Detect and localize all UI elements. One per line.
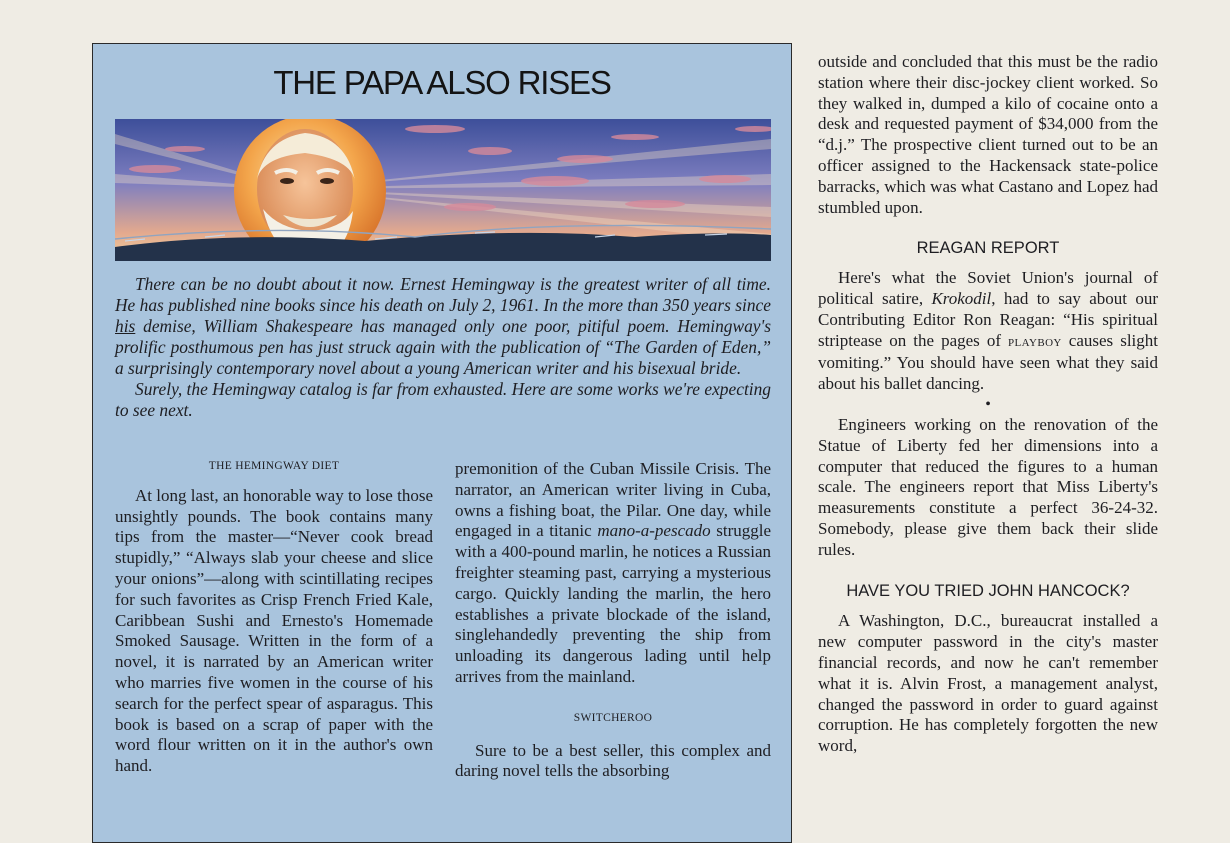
intro-text bbox=[115, 274, 771, 421]
diet-body: At long last, an honorable way to lose those unsightly pounds. The book contains many tips from the master—“Never cook bread stupidly,” “Always slab your cheese and slice your onions”—along with scintillating recipes for such favorites as Crisp French Fried Kale, Caribbean Sushi and Ernesto's Homemade Smoked Sausage. Written in the form of a novel, it is narrated by an American writer who marries five women in the course of his search for the perfect spear of asparagus. This book is based on a scrap of paper with the word flour written on it in the author's own hand. bbox=[115, 485, 433, 776]
missile-text-a: premonition of the Cuban Missile Crisis. The narrator, an American writer living in Cuba, owns a fishing boat, the Pilar. One day, while engaged in a titanic bbox=[455, 459, 771, 541]
illustration-svg bbox=[115, 119, 771, 261]
switcheroo-heading: SWITCHEROO bbox=[573, 711, 653, 724]
sunrise-illustration bbox=[115, 119, 771, 261]
intro-paragraph-1 bbox=[115, 274, 771, 379]
article-title: THE PAPA ALSO RISES bbox=[273, 64, 611, 101]
intro-underlined-his: his bbox=[115, 316, 136, 336]
reagan-krokodil: Krokodil bbox=[931, 288, 992, 308]
reagan-text-a: Here's what the Soviet Union's journal of political satire, bbox=[818, 268, 1158, 308]
intro-paragraph-2: Surely, the Hemingway catalog is far from exhausted. Here are some works we're expecting to see next. bbox=[115, 379, 771, 420]
feature-box bbox=[92, 43, 792, 843]
section-bullet: • bbox=[985, 395, 991, 413]
column-missile bbox=[455, 459, 771, 782]
missile-body bbox=[455, 459, 771, 688]
continued-text: outside and concluded that this must be the radio station where their disc-jockey client worked. So they walked in, dumped a kilo of cocaine onto a desk and requested payment of $34,000 from the “d.j.” The prospective client turned out to be an officer assigned to the Hackensack state-police barracks, which was what Castano and Lopez had stumbled upon. bbox=[818, 52, 1158, 217]
diet-heading: THE HEMINGWAY DIET bbox=[208, 460, 340, 472]
reagan-playboy: PLAYBOY bbox=[1008, 336, 1062, 349]
hancock-body: A Washington, D.C., bureaucrat installed a new computer password in the city's master financial records, and now he can't remember what it is. Alvin Frost, a management analyst, changed the password in order to guard against corruption. He has completely forgotten the new word, bbox=[818, 611, 1158, 756]
missile-text-b: struggle with a 400-pound marlin, he notices a Russian freighter steaming past, carrying a mysterious cargo. Quickly landing the marlin, the hero establishes a private blockade of the island, singlehandedly preventing the ship from unloading its dangerous lading until help arrives from the mainland. bbox=[455, 521, 771, 686]
missile-italic: mano-a-pescado bbox=[597, 521, 711, 541]
right-column bbox=[818, 52, 1158, 757]
switcheroo-body: Sure to be a best seller, this complex and daring novel tells the absorbing bbox=[455, 740, 771, 781]
reagan-body bbox=[818, 268, 1158, 395]
liberty-body: Engineers working on the renovation of the Statue of Liberty fed her dimensions into a computer that reduced the figures to a human scale. The engineers report that Miss Liberty's measurements constitute a perfect 36-24-32. Somebody, please give them back their slide rules. bbox=[818, 414, 1158, 559]
intro-text-b: demise, William Shakespeare has managed only one poor, pitiful poem. Hemingway's prolific posthumous pen has just struck again with the publication of “The Garden of Eden,” a surprisingly contemporary novel about a young American writer and his bisexual bride. bbox=[115, 316, 771, 378]
hancock-heading: HAVE YOU TRIED JOHN HANCOCK? bbox=[846, 581, 1130, 600]
reagan-text-b: , had to say about our Contributing Editor Ron Reagan: “His spiritual striptease on the pages of bbox=[818, 288, 1159, 350]
reagan-text-c: causes slight vomiting.” You should have seen what they said about his ballet dancing. bbox=[818, 330, 1158, 394]
column-diet bbox=[115, 456, 433, 777]
reagan-heading: REAGAN REPORT bbox=[916, 239, 1060, 258]
intro-text-a: There can be no doubt about it now. Ernest Hemingway is the greatest writer of all time. He has published nine books since his death on July 2, 1961. In the more than 350 years since bbox=[115, 274, 771, 315]
